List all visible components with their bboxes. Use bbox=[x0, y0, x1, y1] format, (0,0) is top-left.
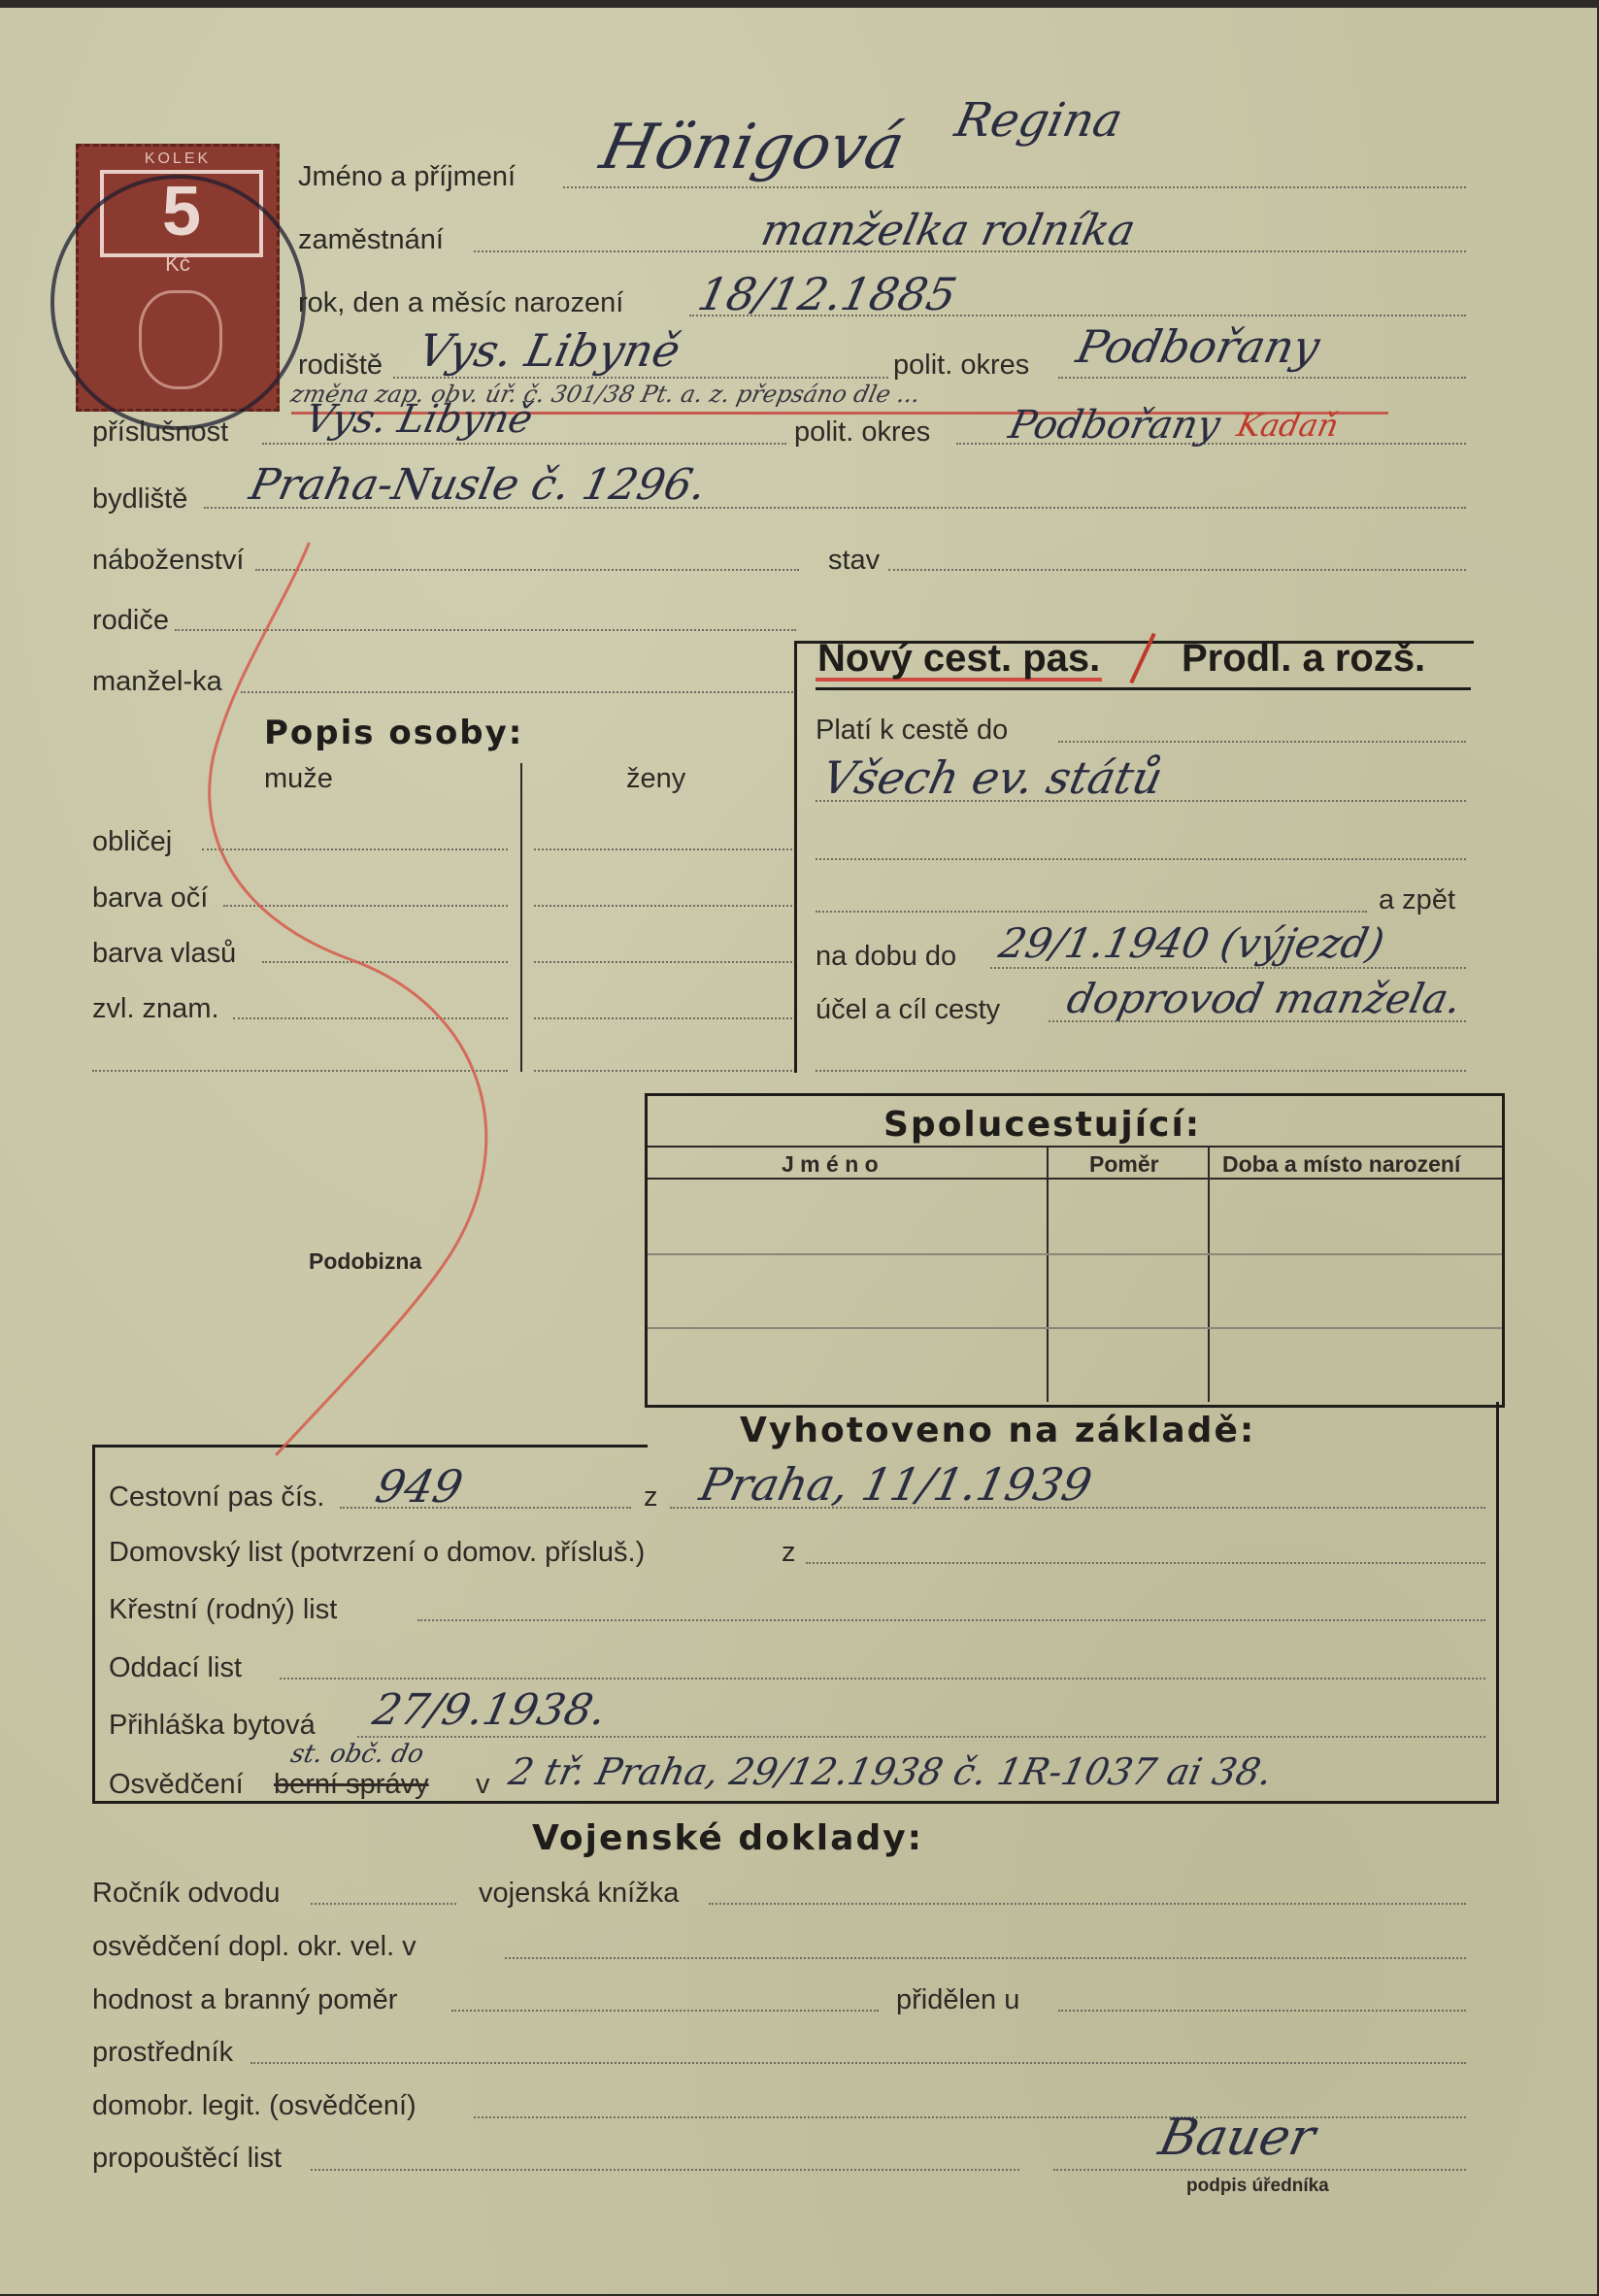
home-label: Domovský list (potvrzení o domov. přísluš.) bbox=[109, 1537, 646, 1568]
red-pencil-path bbox=[210, 544, 486, 1454]
birth-label: rok, den a měsíc narození bbox=[298, 287, 624, 318]
name-label: Jméno a příjmení bbox=[298, 161, 516, 192]
district2-label: polit. okres bbox=[794, 416, 931, 448]
passport-extend-label: Prodl. a rozš. bbox=[1182, 637, 1426, 680]
occupation-label: zaměstnání bbox=[298, 224, 444, 255]
membership-value: Vys. Libyně bbox=[301, 397, 537, 442]
military-rank-label: hodnost a branný poměr bbox=[92, 1984, 398, 2015]
popis-col-women: ženy bbox=[626, 763, 686, 794]
military-year-label: Ročník odvodu bbox=[92, 1878, 281, 1909]
district-value: Podbořany bbox=[1072, 320, 1325, 373]
from-label: z bbox=[644, 1481, 658, 1513]
name-value-extra: Regina bbox=[950, 93, 1128, 148]
passport-new-label: Nový cest. pas. bbox=[817, 637, 1101, 680]
certificate-label: Osvědčení bbox=[109, 1769, 244, 1800]
from-value: Praha, 11/1.1939 bbox=[695, 1458, 1097, 1511]
religion-label: náboženství bbox=[92, 545, 245, 576]
popis-row-eyes: barva očí bbox=[92, 882, 209, 914]
red-note-text: změna zap. obv. úř. č. 301/38 Pt. a. z. přepsáno dle ... bbox=[288, 381, 923, 408]
status-label: stav bbox=[828, 545, 881, 576]
popis-title: Popis osoby: bbox=[264, 714, 524, 752]
companions-col-birth: Doba a místo narození bbox=[1222, 1151, 1461, 1177]
parents-label: rodiče bbox=[92, 605, 169, 636]
military-discharge-label: propouštěcí list bbox=[92, 2143, 283, 2174]
home-from: z bbox=[782, 1537, 796, 1568]
certificate-struck: berní správy bbox=[274, 1769, 429, 1800]
military-intermediary-label: prostředník bbox=[92, 2037, 234, 2068]
stamp-value: 5 bbox=[161, 173, 202, 250]
companions-col-name: J m é n o bbox=[782, 1151, 879, 1177]
signature-label: podpis úředníka bbox=[1186, 2176, 1329, 2196]
signature-value: Bauer bbox=[1153, 2109, 1320, 2167]
name-value: Hönigová bbox=[594, 112, 911, 183]
district2-value: Podbořany bbox=[1005, 403, 1224, 448]
military-book-label: vojenská knížka bbox=[479, 1878, 680, 1909]
occupation-value: manželka rolníka bbox=[756, 206, 1140, 255]
valid-label: Platí k cestě do bbox=[816, 715, 1009, 746]
certificate-insert: st. obč. do bbox=[287, 1740, 427, 1769]
companions-title: Spolucestující: bbox=[883, 1105, 1202, 1145]
popis-row-hair: barva vlasů bbox=[92, 938, 237, 969]
birth-value: 18/12.1885 bbox=[693, 268, 962, 320]
residence-value: Praha-Nusle č. 1296. bbox=[245, 460, 711, 510]
stamp-currency: Kč bbox=[165, 251, 190, 276]
purpose-label: účel a cíl cesty bbox=[816, 994, 1001, 1025]
valid-value: Všech ev. států bbox=[817, 751, 1168, 804]
registration-label: Přihláška bytová bbox=[109, 1710, 316, 1741]
military-legit-label: domobr. legit. (osvědčení) bbox=[92, 2090, 416, 2121]
popis-row-face: obličej bbox=[92, 826, 173, 857]
district-label: polit. okres bbox=[893, 349, 1030, 381]
passport-no-value: 949 bbox=[371, 1460, 468, 1513]
purpose-value: doprovod manžela. bbox=[1062, 975, 1466, 1022]
spouse-label: manžel-ka bbox=[92, 666, 222, 697]
passport-no-label: Cestovní pas čís. bbox=[109, 1481, 325, 1513]
basis-title: Vyhotoveno na základě: bbox=[740, 1411, 1256, 1450]
birthplace-label: rodiště bbox=[298, 349, 383, 381]
military-cert-label: osvědčení dopl. okr. vel. v bbox=[92, 1931, 416, 1962]
birth-cert-label: Křestní (rodný) list bbox=[109, 1594, 338, 1625]
birthplace-value: Vys. Libyně bbox=[414, 324, 685, 377]
popis-row-marks: zvl. znam. bbox=[92, 993, 219, 1024]
until-value: 29/1.1940 (výjezd) bbox=[994, 919, 1389, 967]
certificate-in: v bbox=[476, 1769, 490, 1800]
stamp-label: KOLEK bbox=[144, 150, 212, 167]
certificate-value: 2 tř. Praha, 29/12.1938 č. 1R-1037 ai 38. bbox=[505, 1750, 1277, 1793]
photo-label: Podobizna bbox=[309, 1248, 422, 1274]
companions-col-relation: Poměr bbox=[1089, 1151, 1159, 1177]
document-sheet bbox=[0, 8, 1597, 2294]
membership-label: příslušnost bbox=[92, 416, 229, 448]
military-title: Vojenské doklady: bbox=[532, 1818, 924, 1858]
back-label: a zpět bbox=[1379, 884, 1455, 915]
registration-value: 27/9.1938. bbox=[368, 1685, 612, 1735]
military-assigned-label: přidělen u bbox=[896, 1984, 1020, 2015]
red-note2: Kadaň bbox=[1233, 407, 1343, 444]
popis-col-men: muže bbox=[264, 763, 333, 794]
marriage-label: Oddací list bbox=[109, 1652, 242, 1683]
red-pencil-stroke bbox=[0, 8, 1597, 2294]
until-label: na dobu do bbox=[816, 941, 957, 972]
residence-label: bydliště bbox=[92, 483, 188, 515]
